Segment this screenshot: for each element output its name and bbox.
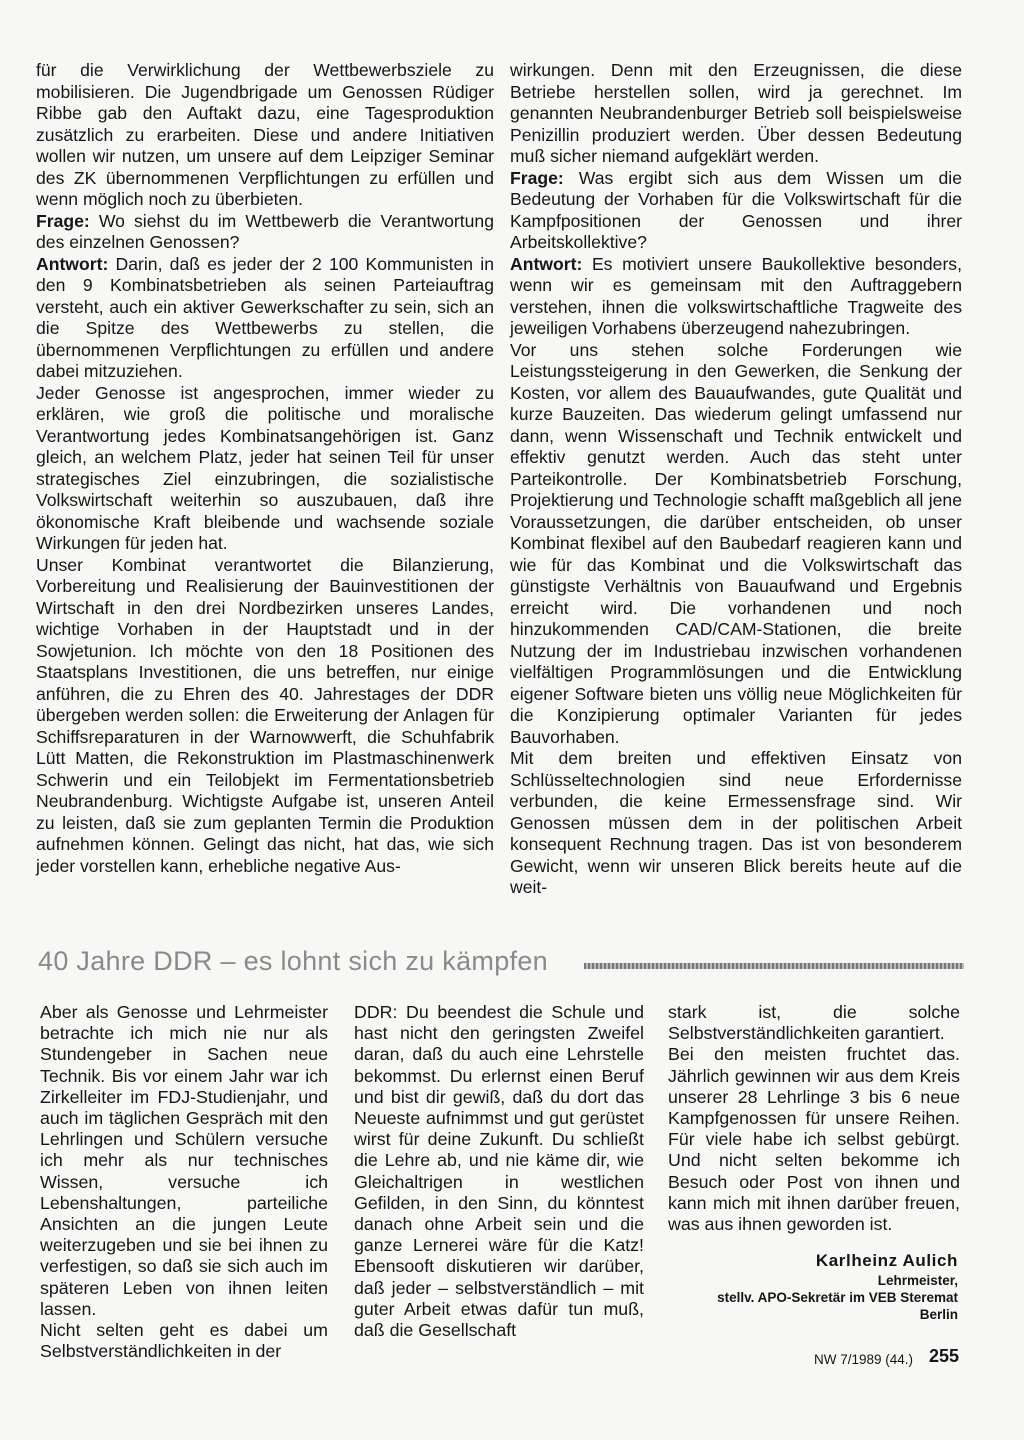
section-heading: 40 Jahre DDR – es lohnt sich zu kämpfen (38, 946, 548, 976)
article-column-bottom-3 (668, 1002, 960, 1235)
question-paragraph (510, 168, 962, 254)
issue-reference: NW 7/1989 (44.) (814, 1352, 914, 1367)
answer-text: Es motiviert unsere Baukollektive besonders, wenn wir es gemeinsam mit den Auftraggebern verstehen, ihnen die volkswirtschaftliche Tragweite des jeweiligen Vorhabens überzeugend nahezubringen. (510, 253, 962, 338)
paragraph: Jeder Genosse ist angesprochen, immer wieder zu erklären, wie groß die politische und moralische Verantwortung jedes Kombinatsangehörigen ist. Ganz gleich, an welchem Platz, jeder hat seinen Teil für unser strategisches Ziel einzubringen, die sozialistische Volkswirtschaft weiterhin so auszubauen, daß ihre ökonomische Kraft bleibende und wachsende soziale Wirkungen für jeden hat. (36, 382, 494, 553)
answer-label: Antwort: (36, 253, 109, 274)
author-name: Karlheinz Aulich (815, 1251, 958, 1270)
article-column-bottom-1 (40, 1002, 328, 1362)
author-role: Lehrmeister, (877, 1273, 958, 1288)
paragraph: stark ist, die solche Selbstverständlichkeiten garantiert. (668, 1002, 960, 1044)
paragraph: für die Verwirklichung der Wettbewerbsziele zu mobilisieren. Die Jugendbrigade um Genossen Rüdiger Ribbe gab den Auftakt dazu, eine Tagesproduktion zusätzlich zu erarbeiten. Diese und andere Initiativen wollen wir nutzen, um unsere auf dem Leipziger Seminar des ZK übernommenen Verpflichtungen zu erfüllen und wenn möglich noch zu überbieten. (36, 60, 494, 209)
paragraph: Mit dem breiten und effektiven Einsatz von Schlüsseltechnologien sind neue Erfordernisse verbunden, die keine Ermessensfrage sind. Wir Genossen müssen dem in der politischen Arbeit konsequent Rechnung tragen. Das ist von besonderem Gewicht, wenn wir unseren Blick bereits heute auf die weit- (510, 748, 962, 897)
answer-paragraph (510, 254, 962, 340)
author-signature (658, 1250, 958, 1323)
article-column-top-left (36, 60, 494, 877)
article-column-bottom-2 (354, 1002, 644, 1341)
paragraph: Vor uns stehen solche Forderungen wie Leistungssteigerung in den Gewerken, die Senkung der Kosten, vor allem des Bauaufwandes, gute Qualität und kurze Bauzeiten. Das wiederum gelingt umfassend nur dann, wenn Wissenschaft und Technik entwickelt und effektiv genutzt werden. Auch das steht unter Parteikontrolle. Der Kombinatsbetrieb Forschung, Projektierung und Technologie schafft maßgeblich all jene Voraussetzungen, die darüber entscheiden, ob unser Kombinat flexibel auf den Baubedarf reagieren kann und wie für das Kombinat und die Volkswirtschaft das günstigste Verhältnis von Bauaufwand und Ergebnis erreicht wird. Die vorhandenen und noch hinzukommenden CAD/CAM-Stationen, die breite Nutzung der im Industriebau inzwischen vorhandenen vielfältigen Programmlösungen und die Entwicklung eigener Software bieten uns völlig neue Möglichkeiten für die Konzipierung optimaler Varianten für jedes Bauvorhaben. (510, 339, 962, 747)
paragraph: Aber als Genosse und Lehrmeister betrachte ich mich nie nur als Stundengeber in Sachen neue Technik. Bis vor einem Jahr war ich Zirkelleiter im FDJ-Studienjahr, und auch im täglichen Gespräch mit den Lehrlingen und Schülern versuche ich mehr als nur technisches Wissen, versuche ich Lebenshaltungen, parteiliche Ansichten an die jungen Leute weiterzugeben und sie bei ihnen zu verfestigen, so daß sie sich auch im späteren Leben von ihnen leiten lassen. (40, 1002, 328, 1319)
article-column-top-right (510, 60, 962, 899)
paragraph: DDR: Du beendest die Schule und hast nicht den geringsten Zweifel daran, daß du auch eine Lehrstelle bekommst. Du erlernst einen Beruf und bist dir gewiß, daß du dort das Neueste aufnimmst und gut gerüstet wirst für deine Zukunft. Du schließt die Lehre ab, und nie käme dir, wie Gleichaltrigen in westlichen Gefilden, in den Sinn, du könntest danach ohne Arbeit sein und die ganze Lernerei wäre für die Katz! Ebensooft diskutieren wir darüber, daß jeder – selbstverständlich – mit guter Arbeit etwas dafür tun muß, daß die Gesellschaft (354, 1002, 644, 1341)
section-divider (38, 944, 964, 984)
author-position: stellv. APO-Sekretär im VEB Steremat (717, 1290, 958, 1305)
question-text: Was ergibt sich aus dem Wissen um die Bedeutung der Vorhaben für die Volkswirtschaft für die Kampfpositionen der Genossen und ihrer Arbeitskollektive? (510, 167, 962, 252)
paragraph: Unser Kombinat verantwortet die Bilanzierung, Vorbereitung und Realisierung der Bauinvestitionen der Wirtschaft in den drei Nordbezirken unseres Landes, wichtige Vorhaben in der Hauptstadt und in der Sowjetunion. Ich möchte von den 18 Positionen des Staatsplans Investitionen, die uns betreffen, nur einige anführen, die zu Ehren des 40. Jahrestages der DDR übergeben werden sollen: die Erweiterung der Anlagen für Schiffsreparaturen in der Warnowwerft, die Schuhfabrik Lütt Matten, die Rekonstruktion im Plastmaschinenwerk Schwerin und ein Teilobjekt im Fermentationsbetrieb Neubrandenburg. Wichtigste Aufgabe ist, unseren Anteil zu leisten, daß sie zum geplanten Termin die Produktion aufnehmen können. Gelingt das nicht, hat das, wie sich jeder vorstellen kann, erhebliche negative Aus- (36, 554, 494, 876)
question-text: Wo siehst du im Wettbewerb die Verantwortung des einzelnen Genossen? (36, 210, 494, 252)
question-label: Frage: (510, 167, 564, 188)
divider-rule (584, 963, 964, 969)
paragraph: wirkungen. Denn mit den Erzeugnissen, die diese Betriebe herstellen sollen, wird ja gerechnet. Im genannten Neubrandenburger Betrieb soll beispielsweise Penizillin produziert werden. Über dessen Bedeutung muß sicher niemand aufgeklärt werden. (510, 60, 962, 166)
question-paragraph (36, 211, 494, 254)
author-city: Berlin (919, 1307, 958, 1322)
page-number: 255 (929, 1346, 960, 1366)
answer-text: Darin, daß es jeder der 2 100 Kommunisten in den 9 Kombinatsbetrieben als seinen Parteiauftrag versteht, auch ein aktiver Gewerkschafter zu sein, sich an die Spitze des Wettbewerbs zu stellen, die übernommenen Verpflichtungen zu erfüllen und andere dabei mitzuziehen. (36, 253, 494, 381)
answer-label: Antwort: (510, 253, 583, 274)
answer-paragraph (36, 254, 494, 383)
question-label: Frage: (36, 210, 90, 231)
paragraph: Bei den meisten fruchtet das. Jährlich gewinnen wir aus dem Kreis unserer 28 Lehrlinge 3 bis 6 neue Kampfgenossen für unsere Reihen. Für viele habe ich selbst gebürgt. Und nicht selten bekomme ich Besuch oder Post von ihnen und kann mich mit ihnen darüber freuen, was aus ihnen geworden ist. (668, 1044, 960, 1235)
paragraph: Nicht selten geht es dabei um Selbstverständlichkeiten in der (40, 1320, 328, 1362)
